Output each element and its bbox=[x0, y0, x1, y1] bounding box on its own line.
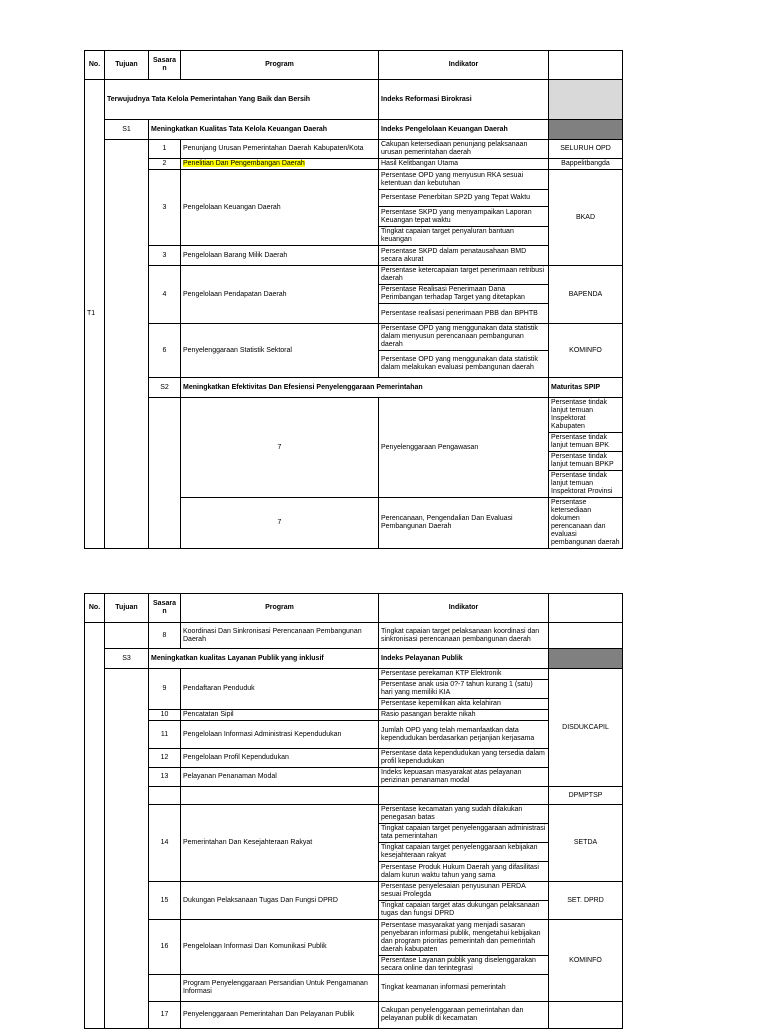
program-table-2 bbox=[84, 593, 623, 1029]
table-row bbox=[85, 324, 623, 351]
table-row bbox=[85, 975, 623, 1002]
opd-cell: SETDA bbox=[549, 805, 623, 882]
indicator-cell: Persentase Layanan publik yang diselenggarakan secara online dan terintegrasi bbox=[379, 956, 549, 975]
indicator-cell: Persentase penyelesaian penyusunan PERDA sesuai Prolegda bbox=[379, 882, 549, 901]
table-row bbox=[85, 378, 623, 398]
s3-text: Meningkatkan kualitas Layanan Publik yang inklusif bbox=[149, 649, 379, 669]
row-no: 1 bbox=[149, 140, 181, 159]
indicator-cell: Persentase Realisasi Penerimaan Dana Perimbangan terhadap Target yang ditetapkan bbox=[379, 285, 549, 304]
s2-blank bbox=[149, 398, 181, 549]
indicator-cell: Persentase anak usia 0?-7 tahun kurang 1 (satu) hari yang memiliki KIA bbox=[379, 680, 549, 699]
indicator-cell: Persentase OPD yang menggunakan data statistik dalam melakukan evaluasi pembangunan daerah bbox=[379, 351, 549, 378]
table-row bbox=[85, 749, 623, 768]
table-row bbox=[85, 140, 623, 159]
table-row bbox=[85, 120, 623, 140]
program-cell: Pengelolaan Pendapatan Daerah bbox=[181, 266, 379, 324]
indicator-cell: Persentase data kependudukan yang tersedia dalam profil kependudukan bbox=[379, 749, 549, 768]
dark-grey-cell bbox=[549, 649, 623, 669]
indicator-cell: Hasil Kelitbangan Utama bbox=[379, 159, 549, 170]
col-opd bbox=[549, 594, 623, 623]
col-no: No. bbox=[85, 51, 105, 80]
opd-blank bbox=[549, 1002, 623, 1029]
indicator-cell: Persentase kepemilikan akta kelahiran bbox=[379, 699, 549, 710]
indicator-cell: Persentase tindak lanjut temuan BPKP bbox=[549, 452, 623, 471]
col-program: Program bbox=[181, 51, 379, 80]
col-sasaran: Sasara n bbox=[149, 594, 181, 623]
opd-cell: BAPENDA bbox=[549, 266, 623, 324]
indicator-cell: Tingkat capaian target atas dukungan pelaksanaan tugas dan fungsi DPRD bbox=[379, 901, 549, 920]
indicator-cell: Persentase realisasi penerimaan PBB dan BPHTB bbox=[379, 304, 549, 324]
row-no: 2 bbox=[149, 159, 181, 170]
program-cell: Penyelenggaraan Pengawasan bbox=[379, 398, 549, 498]
s3-indicator: Indeks Pelayanan Publik bbox=[379, 649, 549, 669]
program-cell: Pendaftaran Penduduk bbox=[181, 669, 379, 710]
indicator-blank bbox=[379, 787, 549, 805]
table-header-row bbox=[85, 51, 623, 80]
program-cell: Pencatatan Sipil bbox=[181, 710, 379, 721]
row-no: 7 bbox=[181, 498, 379, 549]
indicator-cell: Persentase Produk Hukum Daerah yang difasilitasi dalam kurun waktu tahun yang sama bbox=[379, 862, 549, 882]
s3-blank bbox=[105, 669, 149, 1029]
program-cell: Perencanaan, Pengendalian Dan Evaluasi Pembangunan Daerah bbox=[379, 498, 549, 549]
col-program: Program bbox=[181, 594, 379, 623]
row-no: 15 bbox=[149, 882, 181, 920]
program-cell: Pengelolaan Keuangan Daerah bbox=[181, 170, 379, 246]
s2-text: Meningkatkan Efektivitas Dan Efesiensi Penyelenggaraan Pemerintahan bbox=[181, 378, 549, 398]
program-cell: Program Penyelenggaraan Persandian Untuk Pengamanan Informasi bbox=[181, 975, 379, 1002]
program-blank bbox=[181, 787, 379, 805]
row-no: 6 bbox=[149, 324, 181, 378]
indicator-cell: Tingkat capaian target penyaluran bantuan keuangan bbox=[379, 227, 549, 246]
table-row bbox=[85, 246, 623, 266]
program-cell: Penyelenggaraan Pemerintahan Dan Pelayanan Publik bbox=[181, 1002, 379, 1029]
indicator-cell: Tingkat capaian target penyelenggaraan administrasi tata pemerintahan bbox=[379, 824, 549, 843]
indicator-cell: Cakupan ketersediaan penunjang pelaksanaan urusan pemerintahan daerah bbox=[379, 140, 549, 159]
table-row bbox=[85, 768, 623, 787]
dark-grey-cell bbox=[549, 120, 623, 140]
table-row bbox=[85, 1002, 623, 1029]
program-cell: Pemerintahan Dan Kesejahteraan Rakyat bbox=[181, 805, 379, 882]
program-cell: Pengelolaan Informasi Dan Komunikasi Publik bbox=[181, 920, 379, 975]
no-blank bbox=[85, 623, 105, 1029]
program-cell bbox=[181, 159, 379, 170]
row-no: 3 bbox=[149, 170, 181, 246]
table-row bbox=[85, 805, 623, 824]
opd-cell: SET. DPRD bbox=[549, 882, 623, 920]
col-no: No. bbox=[85, 594, 105, 623]
t1-code: T1 bbox=[85, 80, 105, 549]
sheet-page-2 bbox=[0, 593, 768, 1024]
program-cell: Pengelolaan Barang Milik Daerah bbox=[181, 246, 379, 266]
opd-cell: SELURUH OPD bbox=[549, 140, 623, 159]
indicator-cell: Persentase tindak lanjut temuan BPK bbox=[549, 433, 623, 452]
sheet-page-1 bbox=[0, 50, 768, 546]
highlighted-program: Penelitian Dan Pengembangan Daerah bbox=[183, 160, 305, 167]
row-no: 16 bbox=[149, 920, 181, 975]
table-row bbox=[85, 920, 623, 956]
opd-blank bbox=[549, 623, 623, 649]
col-tujuan: Tujuan bbox=[105, 594, 149, 623]
row-no: 11 bbox=[149, 721, 181, 749]
col-sasaran: Sasara n bbox=[149, 51, 181, 80]
row-no: 10 bbox=[149, 710, 181, 721]
indicator-cell: Persentase ketercapaian target penerimaan retribusi daerah bbox=[379, 266, 549, 285]
table-row bbox=[85, 882, 623, 901]
s1-text: Meningkatkan Kualitas Tata Kelola Keuangan Daerah bbox=[149, 120, 379, 140]
table-row bbox=[85, 398, 623, 433]
indicator-cell: Tingkat capaian target penyelenggaraan kebijakan kesejahteraan rakyat bbox=[379, 843, 549, 862]
col-opd bbox=[549, 51, 623, 80]
table-row bbox=[85, 649, 623, 669]
program-cell: Penyelenggaraan Statistik Sektoral bbox=[181, 324, 379, 378]
table-row bbox=[85, 721, 623, 749]
tujuan-blank bbox=[105, 623, 149, 649]
row-no: 17 bbox=[149, 1002, 181, 1029]
indicator-cell: Indeks kepuasan masyarakat atas pelayanan perizinan penanaman modal bbox=[379, 768, 549, 787]
s1-indicator: Indeks Pengelolaan Keuangan Daerah bbox=[379, 120, 549, 140]
indicator-cell: Persentase OPD yang menggunakan data statistik dalam menyusun perencanaan pembangunan daerah bbox=[379, 324, 549, 351]
program-cell: Pelayanan Penanaman Modal bbox=[181, 768, 379, 787]
s2-code: S2 bbox=[149, 378, 181, 398]
s1-code: S1 bbox=[105, 120, 149, 140]
table-row bbox=[85, 170, 623, 190]
row-no-blank bbox=[149, 787, 181, 805]
indicator-cell: Persentase tindak lanjut temuan Inspektorat Kabupaten bbox=[549, 398, 623, 433]
indicator-cell: Rasio pasangan berakte nikah bbox=[379, 710, 549, 721]
opd-cell: Bappelitbangda bbox=[549, 159, 623, 170]
indicator-cell: Persentase masyarakat yang menjadi sasaran penyebaran informasi publik, mengetahui kebijakan dan program prioritas pemerintah dan pemerintah daerah kabupaten bbox=[379, 920, 549, 956]
indicator-cell: Persentase perekaman KTP Elektronik bbox=[379, 669, 549, 680]
s1-blank bbox=[105, 140, 149, 549]
tujuan-indicator: Indeks Reformasi Birokrasi bbox=[379, 80, 549, 120]
opd-cell: DISDUKCAPIL bbox=[549, 669, 623, 787]
indicator-cell: Persentase kecamatan yang sudah dilakukan penegasan batas bbox=[379, 805, 549, 824]
row-no: 12 bbox=[149, 749, 181, 768]
indicator-cell: Persentase SKPD yang menyampaikan Laporan Keuangan tepat waktu bbox=[379, 207, 549, 227]
s3-code: S3 bbox=[105, 649, 149, 669]
row-no: 9 bbox=[149, 669, 181, 710]
tujuan-text: Terwujudnya Tata Kelola Pemerintahan Yang Baik dan Bersih bbox=[105, 80, 379, 120]
table-row bbox=[85, 710, 623, 721]
program-cell: Pengelolaan Profil Kependudukan bbox=[181, 749, 379, 768]
table-row bbox=[85, 80, 623, 120]
opd-cell: KOMINFO bbox=[549, 324, 623, 378]
indicator-cell: Tingkat capaian target pelaksanaan koordinasi dan sinkronisasi perencanaan pembangunan daerah bbox=[379, 623, 549, 649]
indicator-cell: Persentase ketersediaan dokumen perencanaan dan evaluasi pembangunan daerah bbox=[549, 498, 623, 549]
table-header-row bbox=[85, 594, 623, 623]
indicator-cell: Persentase Penerbitan SP2D yang Tepat Waktu bbox=[379, 190, 549, 207]
indicator-cell: Jumlah OPD yang telah memanfaatkan data kependudukan berdasarkan perjanjian kerjasama bbox=[379, 721, 549, 749]
row-no: 8 bbox=[149, 623, 181, 649]
row-no: 7 bbox=[181, 398, 379, 498]
indicator-cell: Persentase tindak lanjut temuan Inspektorat Provinsi bbox=[549, 471, 623, 498]
indicator-cell: Persentase SKPD dalam penatausahaan BMD secara akurat bbox=[379, 246, 549, 266]
table-row bbox=[85, 159, 623, 170]
opd-cell: DPMPTSP bbox=[549, 787, 623, 805]
col-indikator: Indikator bbox=[379, 594, 549, 623]
s2-indicator: Maturitas SPIP bbox=[549, 378, 623, 398]
program-cell: Penunjang Urusan Pemerintahan Daerah Kabupaten/Kota bbox=[181, 140, 379, 159]
opd-cell: BKAD bbox=[549, 170, 623, 266]
indicator-cell: Cakupan penyelenggaraan pemerintahan dan pelayanan publik di kecamatan bbox=[379, 1002, 549, 1029]
row-no: 3 bbox=[149, 246, 181, 266]
table-row bbox=[85, 623, 623, 649]
indicator-cell: Persentase OPD yang menyusun RKA sesuai ketentuan dan kebutuhan bbox=[379, 170, 549, 190]
program-table-1 bbox=[84, 50, 623, 549]
row-no: 14 bbox=[149, 805, 181, 882]
program-cell: Pengelolaan Informasi Administrasi Kependudukan bbox=[181, 721, 379, 749]
table-row bbox=[85, 787, 623, 805]
table-row bbox=[85, 669, 623, 680]
program-cell: Koordinasi Dan Sinkronisasi Perencanaan Pembangunan Daerah bbox=[181, 623, 379, 649]
row-no-blank bbox=[149, 975, 181, 1002]
col-tujuan: Tujuan bbox=[105, 51, 149, 80]
row-no: 13 bbox=[149, 768, 181, 787]
program-cell: Dukungan Pelaksanaan Tugas Dan Fungsi DPRD bbox=[181, 882, 379, 920]
row-no: 4 bbox=[149, 266, 181, 324]
col-indikator: Indikator bbox=[379, 51, 549, 80]
opd-cell: KOMINFO bbox=[549, 920, 623, 1002]
indicator-cell: Tingkat keamanan informasi pemerintah bbox=[379, 975, 549, 1002]
grey-cell bbox=[549, 80, 623, 120]
table-row bbox=[85, 266, 623, 285]
